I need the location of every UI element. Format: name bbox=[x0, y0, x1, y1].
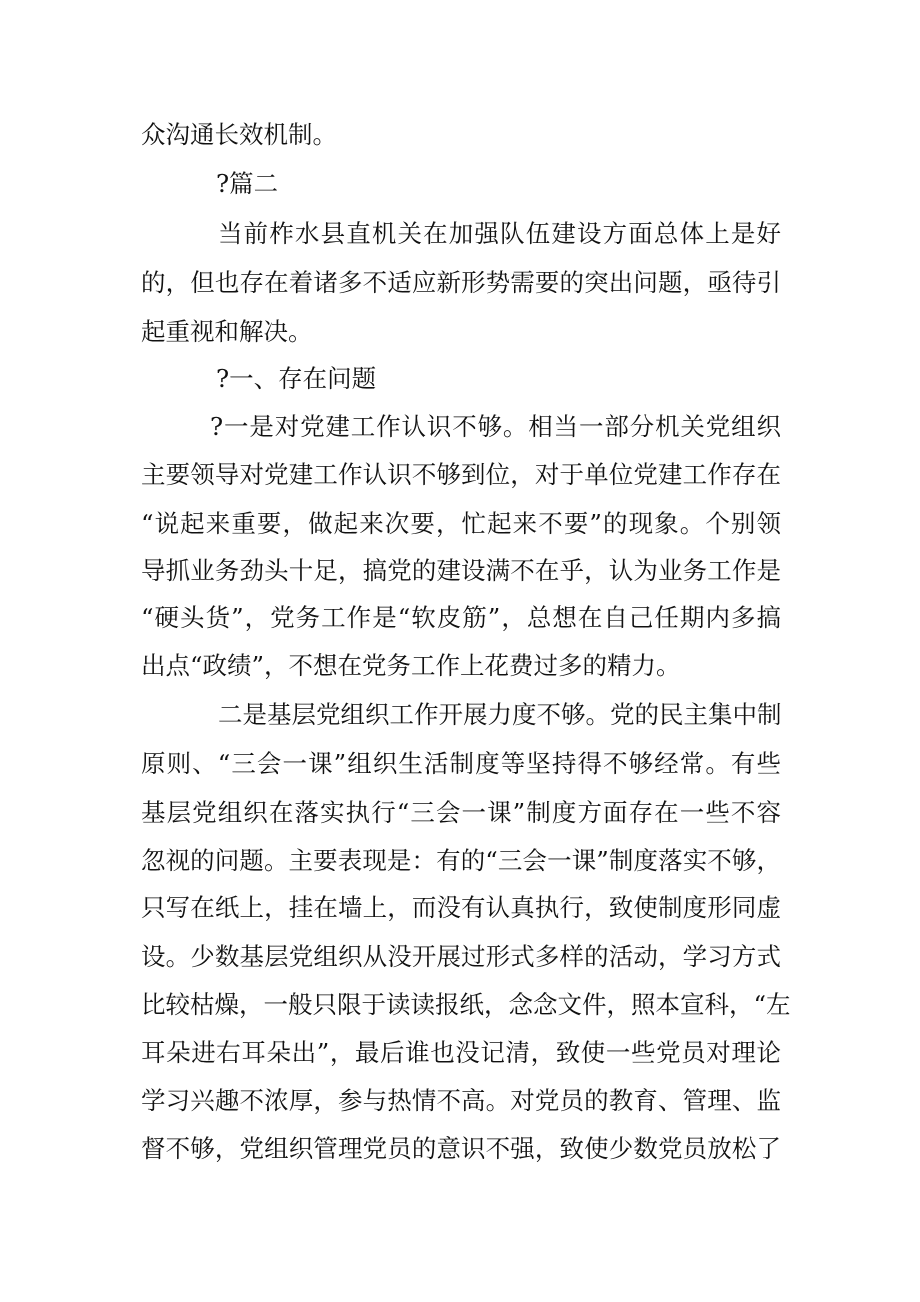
section-heading: ?篇二 bbox=[216, 169, 279, 198]
text-line: 导抓业务劲头十足，搞党的建设满不在乎，认为业务工作是 bbox=[141, 556, 781, 585]
text-line: ?一是对党建工作认识不够。相当一部分机关党组织 bbox=[210, 412, 781, 441]
text-line: 的，但也存在着诸多不适应新形势需要的突出问题，亟待引 bbox=[141, 268, 781, 297]
text-line: 学习兴趣不浓厚，参与热情不高。对党员的教育、管理、监 bbox=[141, 1086, 781, 1115]
text-line: 基层党组织在落实执行“三会一课”制度方面存在一些不容 bbox=[141, 798, 781, 827]
text-line: 只写在纸上，挂在墙上，而没有认真执行，致使制度形同虚 bbox=[141, 893, 781, 922]
text-line: 比较枯燥，一般只限于读读报纸，念念文件，照本宣科，“左 bbox=[141, 990, 791, 1019]
text-line: 原则、“三会一课”组织生活制度等坚持得不够经常。有些 bbox=[141, 749, 781, 778]
text-line: 众沟通长效机制。 bbox=[141, 120, 337, 149]
text-line: 督不够，党组织管理党员的意识不强，致使少数党员放松了 bbox=[141, 1134, 781, 1163]
text-line: 起重视和解决。 bbox=[141, 317, 313, 346]
text-line: 设。少数基层党组织从没开展过形式多样的活动，学习方式 bbox=[141, 942, 781, 971]
text-line: “硬头货”，党务工作是“软皮筋”，总想在自己任期内多搞 bbox=[141, 603, 781, 632]
text-line: 出点“政绩”，不想在党务工作上花费过多的精力。 bbox=[141, 651, 681, 680]
text-line: 二是基层党组织工作开展力度不够。党的民主集中制 bbox=[218, 700, 782, 729]
text-line: 当前柞水县直机关在加强队伍建设方面总体上是好 bbox=[218, 219, 781, 248]
text-line: 耳朵进右耳朵出”，最后谁也没记清，致使一些党员对理论 bbox=[141, 1038, 781, 1067]
section-heading: ?一、存在问题 bbox=[216, 364, 377, 393]
text-line: 主要领导对党建工作认识不够到位，对于单位党建工作存在 bbox=[141, 460, 781, 489]
text-line: “说起来重要，做起来次要，忙起来不要”的现象。个别领 bbox=[141, 509, 781, 538]
text-line: 忽视的问题。主要表现是：有的“三会一课”制度落实不够， bbox=[141, 846, 781, 875]
